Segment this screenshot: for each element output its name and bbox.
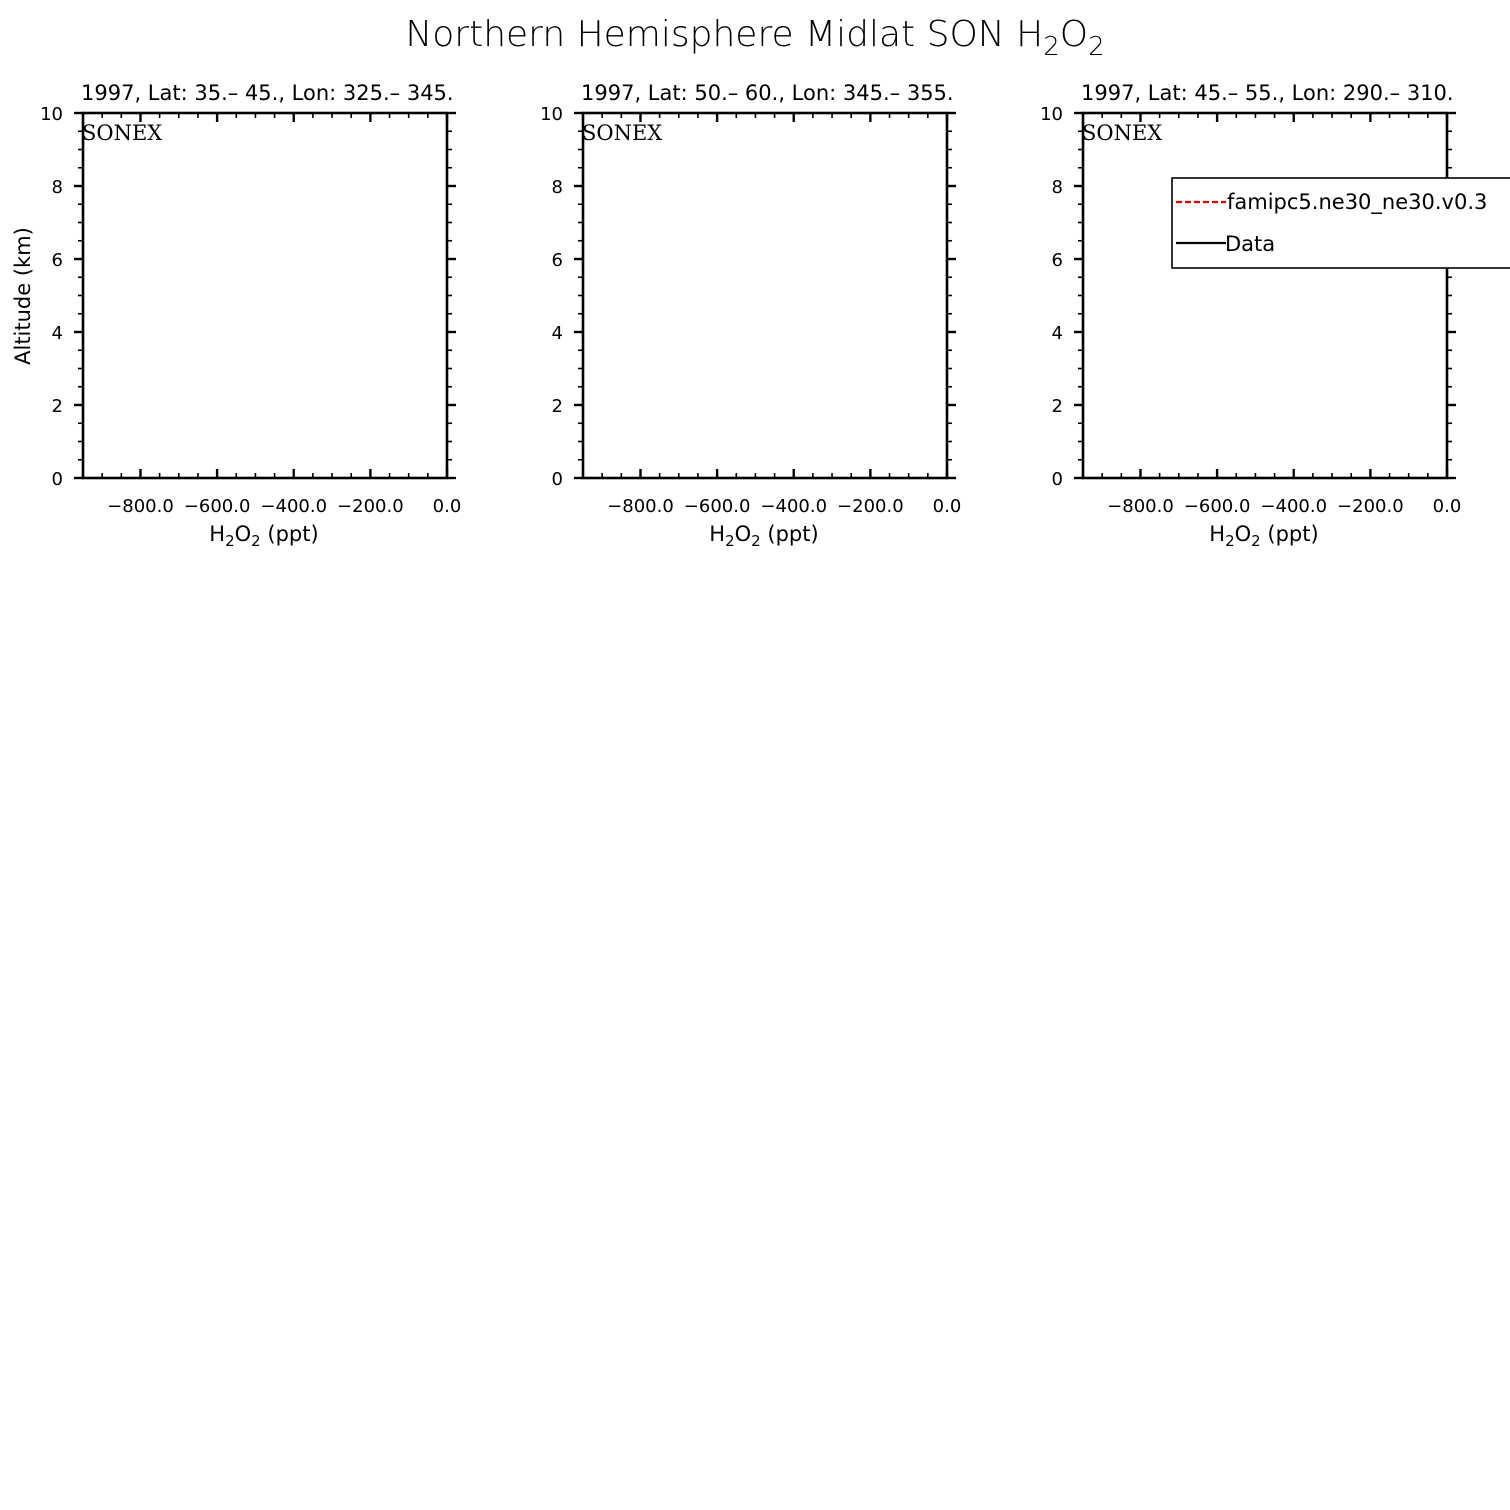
y-tick-label: 0 bbox=[551, 469, 563, 490]
y-tick-label: 8 bbox=[551, 177, 563, 198]
plot-frame bbox=[1083, 113, 1447, 478]
y-tick-label: 0 bbox=[1051, 469, 1063, 490]
figure-title bbox=[405, 14, 1104, 62]
y-tick-label: 10 bbox=[540, 104, 563, 125]
figure-title-o: O bbox=[1059, 14, 1089, 55]
legend-label-model: famipc5.ne30_ne30.v0.3 bbox=[1227, 190, 1488, 214]
x-tick-label: −400.0 bbox=[260, 496, 328, 517]
panel-subtitle: 1997, Lat: 45.– 55., Lon: 290.– 310. bbox=[1081, 81, 1454, 105]
x-axis-label-h: H bbox=[1209, 522, 1226, 546]
x-axis-label bbox=[1209, 522, 1318, 550]
x-axis-label-sub2: 2 bbox=[751, 532, 761, 550]
panels bbox=[40, 81, 1461, 550]
x-axis-label-sub1: 2 bbox=[1225, 532, 1235, 550]
x-tick-label: −200.0 bbox=[837, 496, 904, 517]
y-tick-label: 10 bbox=[40, 104, 63, 125]
x-axis-label-o: O bbox=[1234, 522, 1252, 546]
x-tick-label: −800.0 bbox=[107, 496, 174, 517]
figure-title-main: Northern Hemisphere Midlat SON H bbox=[405, 14, 1044, 55]
y-tick-label: 2 bbox=[551, 396, 563, 417]
panel-subtitle: 1997, Lat: 50.– 60., Lon: 345.– 355. bbox=[581, 81, 954, 105]
legend bbox=[1172, 178, 1510, 268]
campaign-label: SONEX bbox=[82, 121, 163, 145]
y-tick-label: 2 bbox=[51, 396, 63, 417]
x-axis-label-o: O bbox=[734, 522, 752, 546]
x-axis-label-unit: (ppt) bbox=[260, 522, 319, 546]
y-tick-label: 6 bbox=[1051, 250, 1063, 271]
x-axis-label bbox=[709, 522, 818, 550]
plot-frame bbox=[583, 113, 947, 478]
x-tick-label: −200.0 bbox=[337, 496, 404, 517]
y-axis-label: Altitude (km) bbox=[11, 227, 35, 365]
y-tick-label: 4 bbox=[551, 323, 563, 344]
campaign-label: SONEX bbox=[582, 121, 663, 145]
campaign-label: SONEX bbox=[1082, 121, 1163, 145]
y-tick-label: 0 bbox=[51, 469, 63, 490]
y-tick-label: 8 bbox=[1051, 177, 1063, 198]
x-tick-label: 0.0 bbox=[432, 496, 462, 517]
x-axis-label-h: H bbox=[709, 522, 726, 546]
y-tick-label: 6 bbox=[551, 250, 563, 271]
x-tick-label: −400.0 bbox=[1260, 496, 1328, 517]
x-tick-label: 0.0 bbox=[1432, 496, 1462, 517]
x-axis-label bbox=[209, 522, 318, 550]
plot-frame bbox=[83, 113, 447, 478]
x-tick-label: 0.0 bbox=[932, 496, 962, 517]
x-axis-label-unit: (ppt) bbox=[760, 522, 819, 546]
x-axis-label-o: O bbox=[234, 522, 252, 546]
x-tick-label: −400.0 bbox=[760, 496, 828, 517]
y-tick-label: 4 bbox=[1051, 323, 1063, 344]
panel-2 bbox=[540, 81, 961, 550]
panel-3 bbox=[1040, 81, 1461, 550]
x-axis-label-sub1: 2 bbox=[225, 532, 235, 550]
x-axis-label-unit: (ppt) bbox=[1260, 522, 1319, 546]
y-tick-label: 4 bbox=[51, 323, 63, 344]
figure-title-sub1: 2 bbox=[1043, 32, 1060, 62]
y-tick-label: 10 bbox=[1040, 104, 1063, 125]
x-tick-label: −800.0 bbox=[607, 496, 674, 517]
x-axis-label-sub2: 2 bbox=[251, 532, 261, 550]
x-tick-label: −200.0 bbox=[1337, 496, 1404, 517]
panel-subtitle: 1997, Lat: 35.– 45., Lon: 325.– 345. bbox=[81, 81, 454, 105]
x-axis-label-h: H bbox=[209, 522, 226, 546]
y-tick-label: 6 bbox=[51, 250, 63, 271]
x-tick-label: −800.0 bbox=[1107, 496, 1174, 517]
x-axis-label-sub2: 2 bbox=[1251, 532, 1261, 550]
panel-1 bbox=[40, 81, 461, 550]
x-axis-label-sub1: 2 bbox=[725, 532, 735, 550]
x-tick-label: −600.0 bbox=[183, 496, 251, 517]
x-tick-label: −600.0 bbox=[1183, 496, 1251, 517]
figure-title-sub2: 2 bbox=[1088, 32, 1105, 62]
y-tick-label: 8 bbox=[51, 177, 63, 198]
legend-label-data: Data bbox=[1225, 232, 1276, 256]
x-tick-label: −600.0 bbox=[683, 496, 751, 517]
y-tick-label: 2 bbox=[1051, 396, 1063, 417]
